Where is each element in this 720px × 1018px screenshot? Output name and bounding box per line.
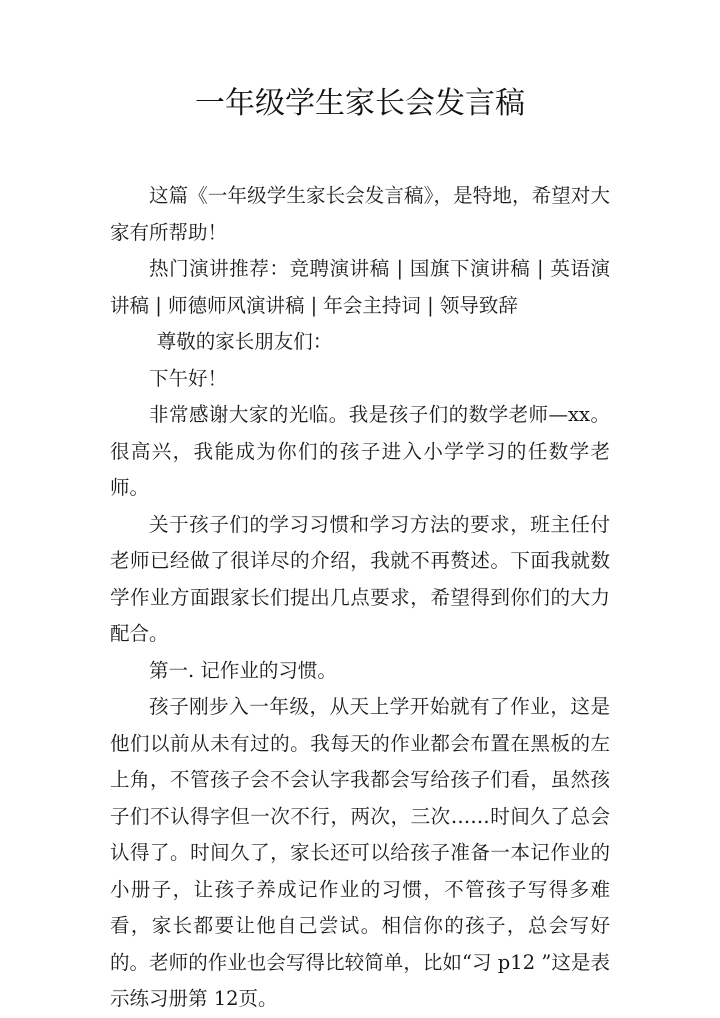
greeting-paragraph: 下午好！ [149,366,228,390]
document-title: 一年级学生家长会发言稿 [195,86,525,121]
document-body [110,178,610,1018]
section-heading-paragraph: 第一. 记作业的习惯。 [149,658,337,682]
homework-habit-paragraph: 孩子刚步入一年级，从天上学开始就有了作业，这是他们以前从未有过的。我每天的作业都会布置在黑板的左上角，不管孩子会不会认字我都会写给孩子们看，虽然孩子们不认得字但一次不行，两次，三次……时间久了总会认得了。时间久了，家长还可以给孩子准备一本记作业的小册子，让孩子养成记作业的习惯，不管孩子写得多难看，家长都要让他自己尝试。相信你的孩子，总会写好的。老师的作业也会写得比较简单，比如“习 p12 ”这是表示练习册第 12页。 [110,695,610,1010]
recommendations-paragraph: 热门演讲推荐：竞聘演讲稿 | 国旗下演讲稿 | 英语演讲稿 | 师德师风演讲稿 | 年会主持词 | 领导致辞 [110,257,610,317]
self-introduction-paragraph: 非常感谢大家的光临。我是孩子们的数学老师—xx。很高兴，我能成为你们的孩子进入小学学习的任数学老师。 [110,403,610,499]
intro-paragraph: 这篇《一年级学生家长会发言稿》，是特地，希望对大家有所帮助！ [110,184,610,244]
salutation-paragraph: 尊敬的家长朋友们： [156,330,333,353]
habits-paragraph: 关于孩子们的学习习惯和学习方法的要求，班主任付老师已经做了很详尽的介绍，我就不再赘述。下面我就数学作业方面跟家长们提出几点要求，希望得到你们的大力配合。 [110,512,610,645]
